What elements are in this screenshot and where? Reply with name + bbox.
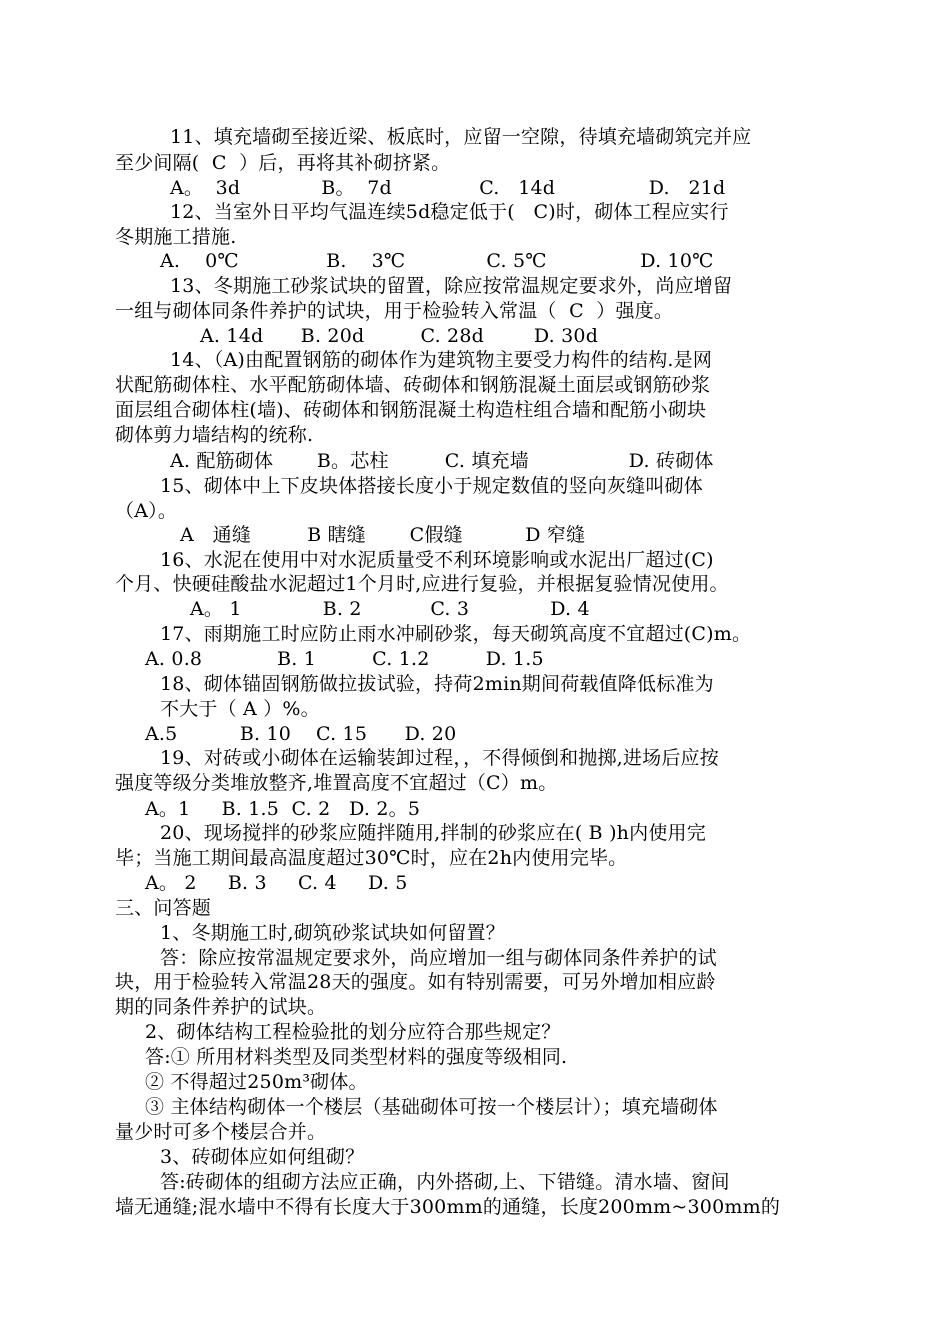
answer-line: 量少时可多个楼层合并。	[115, 1121, 327, 1143]
text-line: 毕；当施工期间最高温度超过30℃时，应在2h内使用完毕。	[115, 847, 628, 869]
answer-line: 答:砖砌体的组砌方法应正确，内外搭砌,上、下错缝。清水墙、窗间	[160, 1171, 730, 1193]
text-line: 20、现场搅拌的砂浆应随拌随用,拌制的砂浆应在( B )h内使用完	[160, 822, 706, 844]
answer-line: 块，用于检验转入常温28天的强度。如有特别需要，可另外增加相应龄	[115, 971, 716, 993]
text-line: 12、当室外日平均气温连续5d稳定低于( C)时，砌体工程应实行	[170, 201, 729, 223]
text-line: A。 2 B. 3 C. 4 D. 5	[145, 872, 408, 894]
text-line: 个月、快硬硅酸盐水泥超过1个月时,应进行复验，并根据复验情况使用。	[115, 573, 729, 595]
text-line: 19、对砖或小砌体在运输装卸过程，，不得倾倒和抛掷,进场后应按	[160, 747, 719, 769]
question-line: 3、砖砌体应如何组砌？	[160, 1146, 365, 1168]
text-line: 砌体剪力墙结构的统称.	[115, 424, 314, 446]
text-line: A. 配筋砌体 B。芯柱 C. 填充墙 D. 砖砌体	[170, 450, 714, 472]
text-line: 状配筋砌体柱、水平配筋砌体墙、砖砌体和钢筋混凝土面层或钢筋砂浆	[115, 374, 711, 396]
text-line: 不大于（ A ）%。	[160, 698, 320, 720]
answer-line: 墙无通缝;混水墙中不得有长度大于300mm的通缝，长度200mm~300mm的	[115, 1196, 781, 1218]
text-line: 至少间隔( C ）后，再将其补砌挤紧。	[115, 152, 451, 174]
text-line: 一组与砌体同条件养护的试块，用于检验转入常温（ C ）强度。	[115, 300, 674, 322]
text-line: 11、填充墙砌至接近梁、板底时，应留一空隙，待填充墙砌筑完并应	[170, 126, 752, 148]
text-line: A 通缝 B 瞎缝 C假缝 D 窄缝	[180, 524, 586, 546]
text-line: A. 0℃ B. 3℃ C. 5℃ D. 10℃	[160, 250, 714, 272]
text-line: （A）。	[115, 500, 178, 522]
answer-line: 答:① 所用材料类型及同类型材料的强度等级相同.	[145, 1046, 568, 1068]
text-line: A.5 B. 10 C. 15 D. 20	[145, 723, 457, 745]
answer-line: 答：除应按常温规定要求外，尚应增加一组与砌体同条件养护的试	[160, 947, 717, 969]
text-line: 面层组合砌体柱(墙)、砖砌体和钢筋混凝土构造柱组合墙和配筋小砌块	[115, 399, 707, 421]
answer-line: ② 不得超过250m³砌体。	[145, 1071, 368, 1093]
answer-line: 期的同条件养护的试块。	[115, 996, 327, 1018]
text-line: 16、水泥在使用中对水泥质量受不利环境影响或水泥出厂超过(C)	[160, 549, 714, 571]
text-line: 冬期施工措施.	[115, 226, 237, 248]
answer-line: ③ 主体结构砌体一个楼层（基础砌体可按一个楼层计）；填充墙砌体	[145, 1096, 718, 1118]
text-line: A。1 B. 1.5 C. 2 D. 2。5	[145, 798, 421, 820]
text-line: 14、（A)由配置钢筋的砌体作为建筑物主要受力构件的结构.是网	[170, 349, 713, 371]
text-line: 强度等级分类堆放整齐,堆置高度不宜超过（C）m。	[115, 772, 558, 794]
text-line: 15、砌体中上下皮块体搭接长度小于规定数值的竖向灰缝叫砌体	[160, 475, 703, 497]
text-line: A。 3d B。 7d C. 14d D. 21d	[170, 177, 726, 199]
text-line: 13、冬期施工砂浆试块的留置，除应按常温规定要求外，尚应增留	[170, 275, 733, 297]
question-line: 1、冬期施工时,砌筑砂浆试块如何留置？	[160, 922, 505, 944]
text-line: 18、砌体锚固钢筋做拉拔试验，持荷2min期间荷载值降低标准为	[160, 673, 714, 695]
question-line: 2、砌体结构工程检验批的划分应符合那些规定？	[145, 1021, 561, 1043]
text-line: A。 1 B. 2 C. 3 D. 4	[190, 598, 590, 620]
text-line: A. 14d B. 20d C. 28d D. 30d	[200, 325, 599, 347]
section-heading: 三、问答题	[115, 897, 212, 919]
text-line: 17、雨期施工时应防止雨水冲刷砂浆，每天砌筑高度不宜超过(C)m。	[160, 623, 752, 645]
text-line: A. 0.8 B. 1 C. 1.2 D. 1.5	[145, 648, 544, 670]
